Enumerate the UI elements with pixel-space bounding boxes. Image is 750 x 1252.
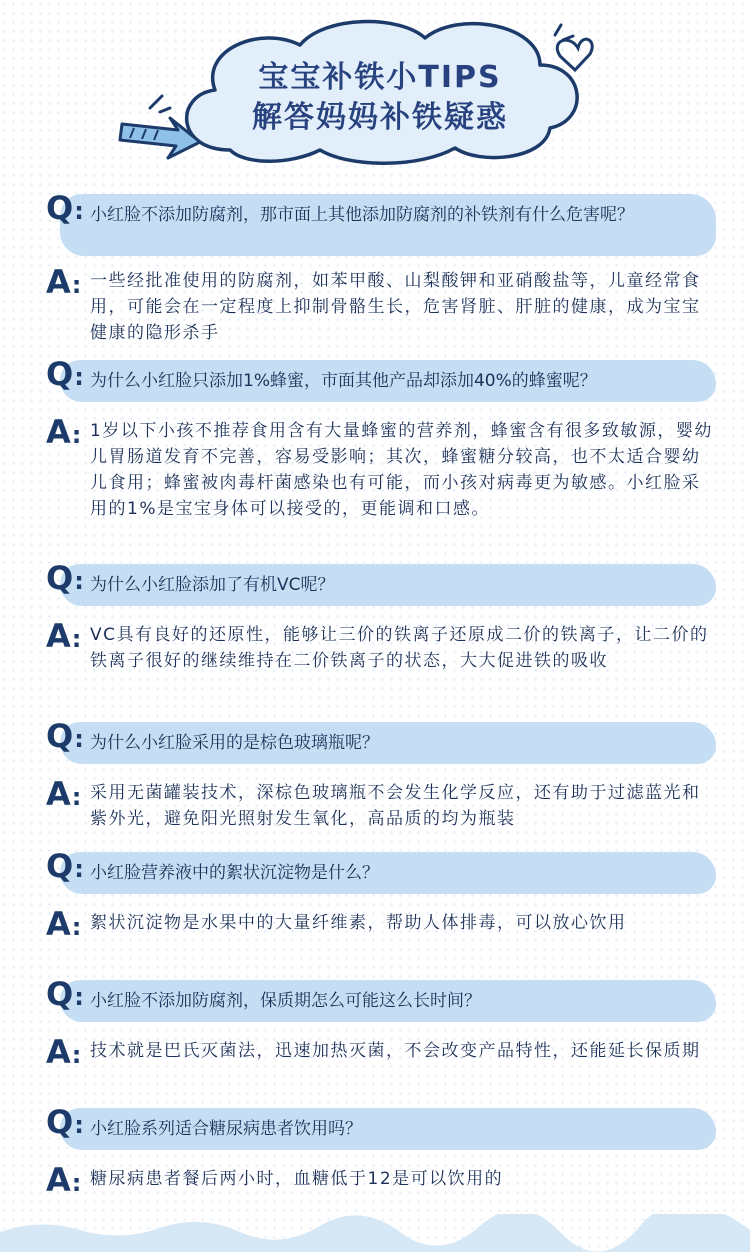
a-letter: A: xyxy=(46,775,82,813)
qa-item xyxy=(46,1103,716,1199)
question-row xyxy=(46,355,716,402)
qa-item xyxy=(46,975,716,1071)
title-line-1: 宝宝补铁小TIPS xyxy=(258,60,502,95)
sparkle-icon xyxy=(150,96,170,112)
q-letter: Q: xyxy=(46,975,84,1013)
a-letter: A: xyxy=(46,1161,82,1199)
question-row xyxy=(46,189,716,256)
question-text: 小红脸系列适合糖尿病患者饮用吗？ xyxy=(90,1119,362,1139)
answer-row xyxy=(46,617,716,674)
q-letter: Q: xyxy=(46,355,84,393)
qa-item xyxy=(46,717,716,832)
q-letter: Q: xyxy=(46,847,84,885)
answer-text: 糖尿病患者餐后两小时，血糖低于12是可以饮用的 xyxy=(90,1169,504,1189)
question-row xyxy=(46,847,716,894)
answer-row xyxy=(46,413,716,522)
answer-row xyxy=(46,775,716,832)
a-letter: A: xyxy=(46,905,82,943)
answer-row xyxy=(46,1161,716,1199)
question-text: 为什么小红脸只添加1%蜂蜜，市面其他产品却添加40%的蜂蜜呢？ xyxy=(90,371,597,391)
question-row xyxy=(46,975,716,1022)
question-text: 小红脸不添加防腐剂，那市面上其他添加防腐剂的补铁剂有什么危害呢？ xyxy=(90,205,634,225)
qa-item xyxy=(46,355,716,522)
footer-wave xyxy=(0,1214,750,1252)
q-letter: Q: xyxy=(46,1103,84,1141)
answer-text: 1岁以下小孩不推荐食用含有大量蜂蜜的营养剂，蜂蜜含有很多致敏源，婴幼儿胃肠道发育不完善，容易受影响；其次，蜂蜜糖分较高，也不太适合婴幼儿食用；蜂蜜被肉毒杆菌感染也有可能，而小孩对病毒更为敏感。小红脸采用的1%是宝宝身体可以接受的，更能调和口感。 xyxy=(90,421,713,519)
heart-icon xyxy=(557,39,592,70)
a-letter: A: xyxy=(46,413,82,451)
qa-item xyxy=(46,189,716,346)
header xyxy=(0,0,750,180)
answer-row xyxy=(46,1033,716,1071)
q-letter: Q: xyxy=(46,717,84,755)
answer-text: 絮状沉淀物是水果中的大量纤维素，帮助人体排毒，可以放心饮用 xyxy=(90,913,627,933)
q-letter: Q: xyxy=(46,189,84,227)
qa-item xyxy=(46,559,716,674)
sparkle-icon xyxy=(555,25,573,40)
title-line-2: 解答妈妈补铁疑惑 xyxy=(252,100,508,135)
a-letter: A: xyxy=(46,263,82,301)
answer-text: 技术就是巴氏灭菌法，迅速加热灭菌，不会改变产品特性，还能延长保质期 xyxy=(90,1041,701,1061)
question-text: 小红脸不添加防腐剂，保质期怎么可能这么长时间？ xyxy=(90,991,481,1011)
answer-text: 采用无菌罐装技术，深棕色玻璃瓶不会发生化学反应，还有助于过滤蓝光和紫外光，避免阳光照射发生氧化，高品质的均为瓶装 xyxy=(90,783,701,829)
question-row xyxy=(46,717,716,764)
question-text: 小红脸营养液中的絮状沉淀物是什么？ xyxy=(90,863,379,883)
answer-row xyxy=(46,263,716,346)
answer-row xyxy=(46,905,716,943)
qa-item xyxy=(46,847,716,943)
answer-text: 一些经批准使用的防腐剂，如苯甲酸、山梨酸钾和亚硝酸盐等，儿童经常食用，可能会在一定程度上抑制骨骼生长，危害肾脏、肝脏的健康，成为宝宝健康的隐形杀手 xyxy=(90,271,701,343)
answer-text: VC具有良好的还原性，能够让三价的铁离子还原成二价的铁离子，让二价的铁离子很好的继续维持在二价铁离子的状态，大大促进铁的吸收 xyxy=(90,625,709,671)
question-row xyxy=(46,559,716,606)
a-letter: A: xyxy=(46,1033,82,1071)
a-letter: A: xyxy=(46,617,82,655)
question-text: 为什么小红脸添加了有机VC呢？ xyxy=(90,575,335,595)
q-letter: Q: xyxy=(46,559,84,597)
question-row xyxy=(46,1103,716,1150)
question-text: 为什么小红脸采用的是棕色玻璃瓶呢？ xyxy=(90,733,379,753)
